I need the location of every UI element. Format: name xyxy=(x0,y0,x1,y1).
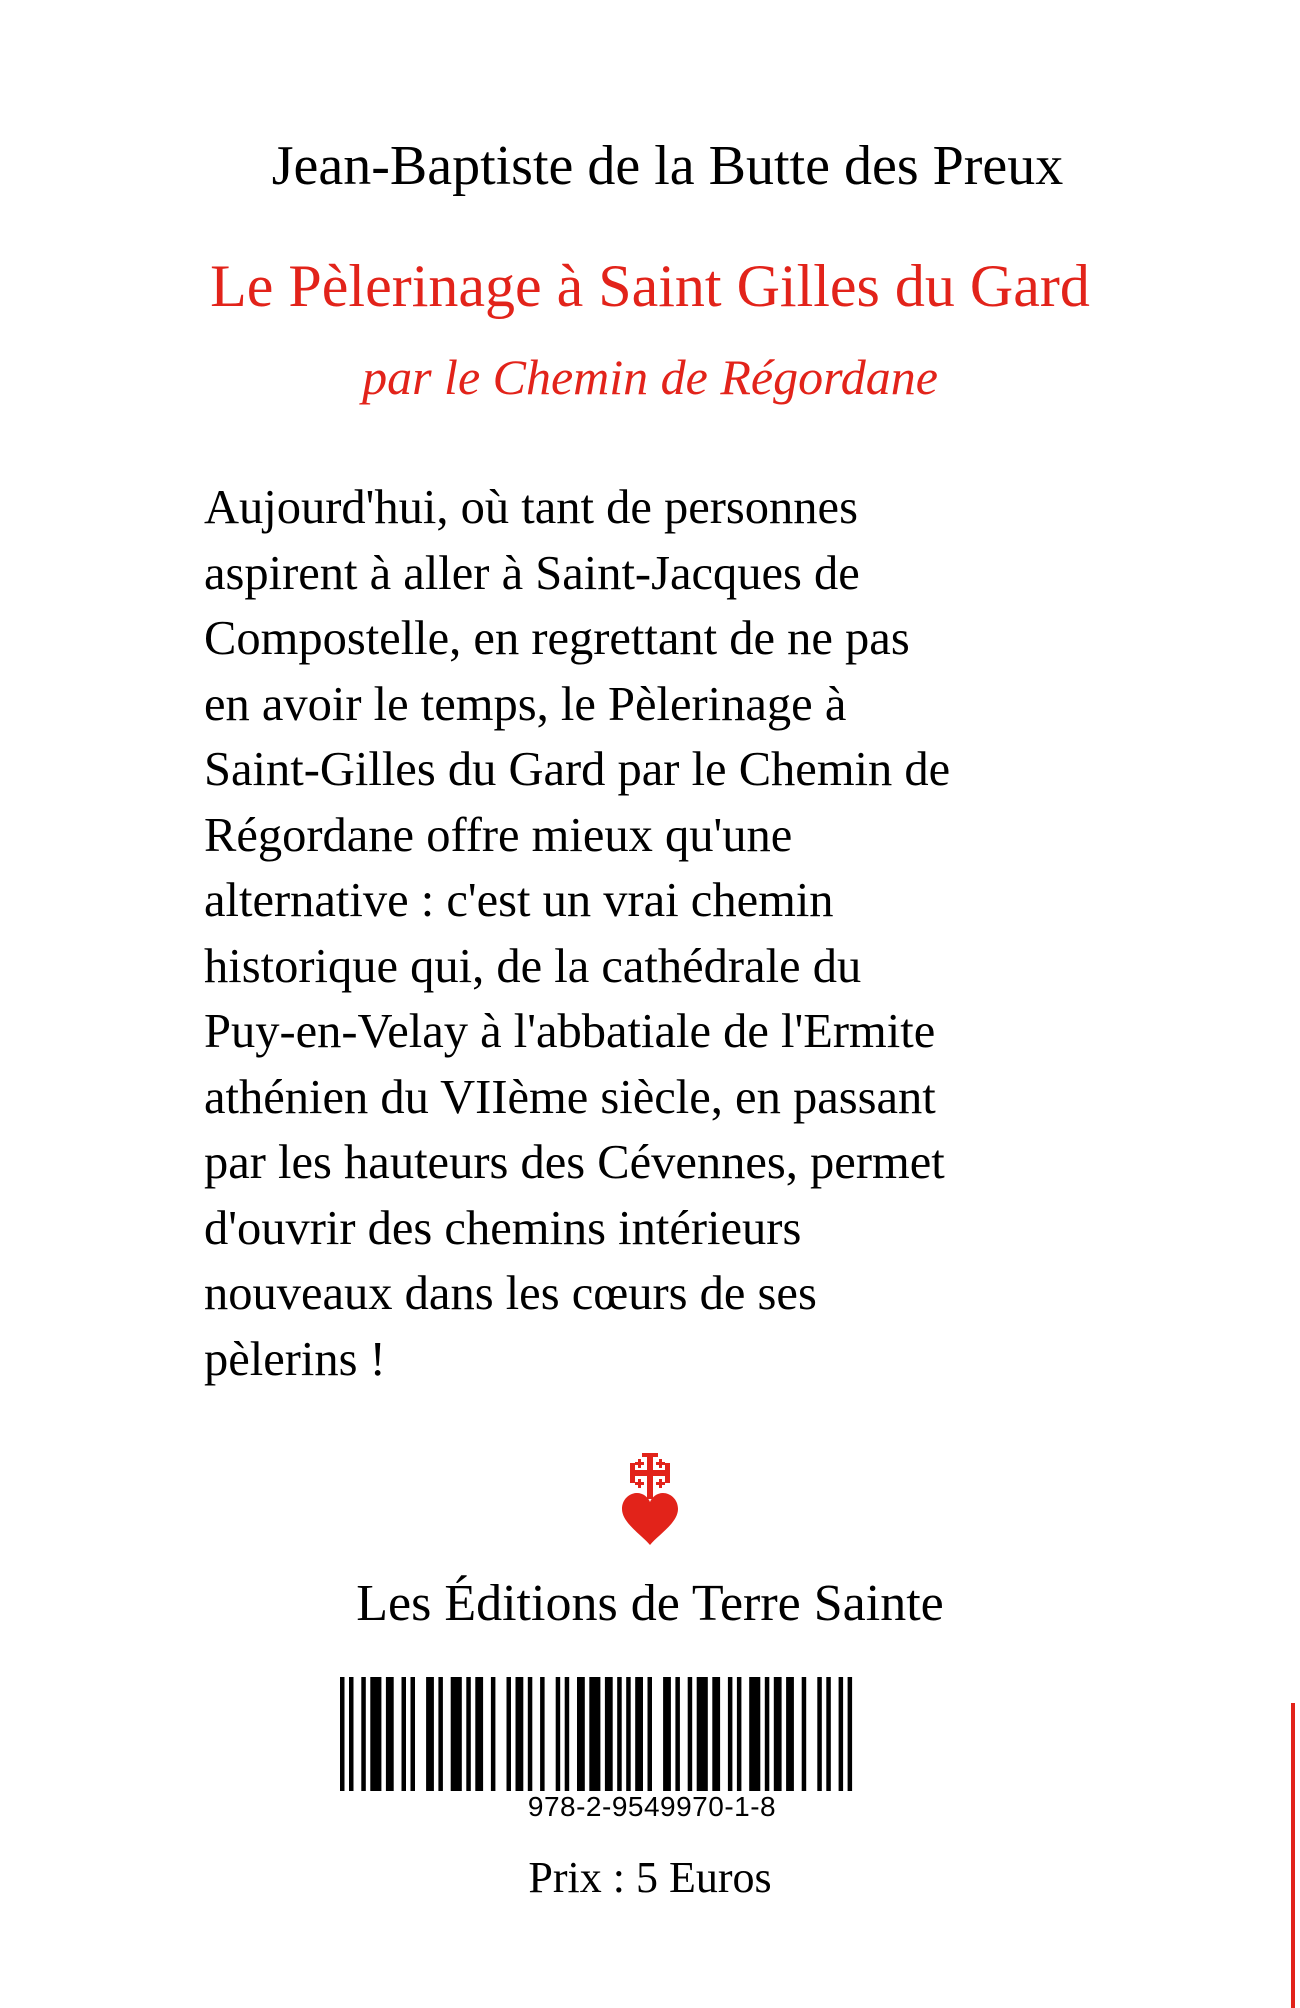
back-cover-blurb: Aujourd'hui, où tant de personnes aspirent à aller à Saint-Jacques de Compostelle, en regrettant de ne pas en avoir le temps, le Pèlerinage à Saint-Gilles du Gard par le Chemin de Régordane offre mieux qu'une alternative : c'est un vrai chemin historique qui, de la cathédrale du Puy-en-Velay à l'abbatiale de l'Ermite athénien du VIIème siècle, en passant par les hauteurs des Cévennes, permet d'ouvrir des chemins intérieurs nouveaux dans les cœurs de ses pèlerins ! xyxy=(204,481,951,1386)
barcode-bar xyxy=(361,1677,366,1791)
barcode-bar xyxy=(411,1677,416,1791)
barcode-bar xyxy=(635,1677,643,1791)
barcode-bar xyxy=(426,1677,434,1791)
barcode-bar xyxy=(605,1677,613,1791)
barcode-bar xyxy=(774,1677,782,1791)
barcode-bar xyxy=(589,1677,600,1791)
barcode-bar xyxy=(786,1677,794,1791)
barcode-bar xyxy=(765,1677,770,1791)
barcode-bars xyxy=(332,1677,972,1793)
barcode-bar xyxy=(577,1677,585,1791)
barcode-bar xyxy=(617,1677,622,1791)
barcode-bar xyxy=(826,1677,831,1791)
barcode-bar xyxy=(749,1677,760,1791)
barcode-bar xyxy=(466,1677,471,1791)
barcode-bar xyxy=(839,1677,844,1791)
book-subtitle: par le Chemin de Régordane xyxy=(362,349,938,405)
barcode-bar xyxy=(802,1677,807,1791)
barcode-bar xyxy=(817,1677,822,1791)
barcode-bar xyxy=(438,1677,443,1791)
barcode-bar xyxy=(349,1677,354,1791)
barcode-bar xyxy=(712,1677,720,1791)
barcode-bar xyxy=(491,1677,496,1791)
barcode-bar xyxy=(516,1677,524,1791)
barcode-bar xyxy=(475,1677,483,1791)
barcode-bar xyxy=(675,1677,680,1791)
barcode-bar xyxy=(848,1677,853,1791)
barcode-bar xyxy=(688,1677,693,1791)
barcode-bar xyxy=(386,1677,394,1791)
barcode-bar xyxy=(528,1677,533,1791)
barcode-bar xyxy=(451,1677,462,1791)
barcode-bar xyxy=(728,1677,733,1791)
barcode-bar xyxy=(737,1677,742,1791)
barcode-bar xyxy=(626,1677,631,1791)
jerusalem-cross-heart-icon xyxy=(620,1453,680,1545)
barcode-bar xyxy=(663,1677,671,1791)
book-title: Le Pèlerinage à Saint Gilles du Gard xyxy=(210,253,1090,319)
publisher-name: Les Éditions de Terre Sainte xyxy=(356,1575,944,1632)
barcode-bar xyxy=(697,1677,708,1791)
isbn-number: 978-2-9549970-1-8 xyxy=(527,1791,777,1822)
barcode-bar xyxy=(402,1677,407,1791)
barcode-bar xyxy=(370,1677,381,1791)
barcode-bar xyxy=(556,1677,561,1791)
barcode-bar xyxy=(540,1677,545,1791)
barcode-bar xyxy=(507,1677,512,1791)
cover-edge-line xyxy=(1291,1703,1295,2008)
barcode-bar xyxy=(565,1677,570,1791)
author-name: Jean-Baptiste de la Butte des Preux xyxy=(271,135,1064,197)
barcode-bar xyxy=(340,1677,345,1791)
isbn-barcode xyxy=(332,1677,972,1831)
barcode-bar xyxy=(648,1677,653,1791)
price-label: Prix : 5 Euros xyxy=(528,1853,772,1902)
